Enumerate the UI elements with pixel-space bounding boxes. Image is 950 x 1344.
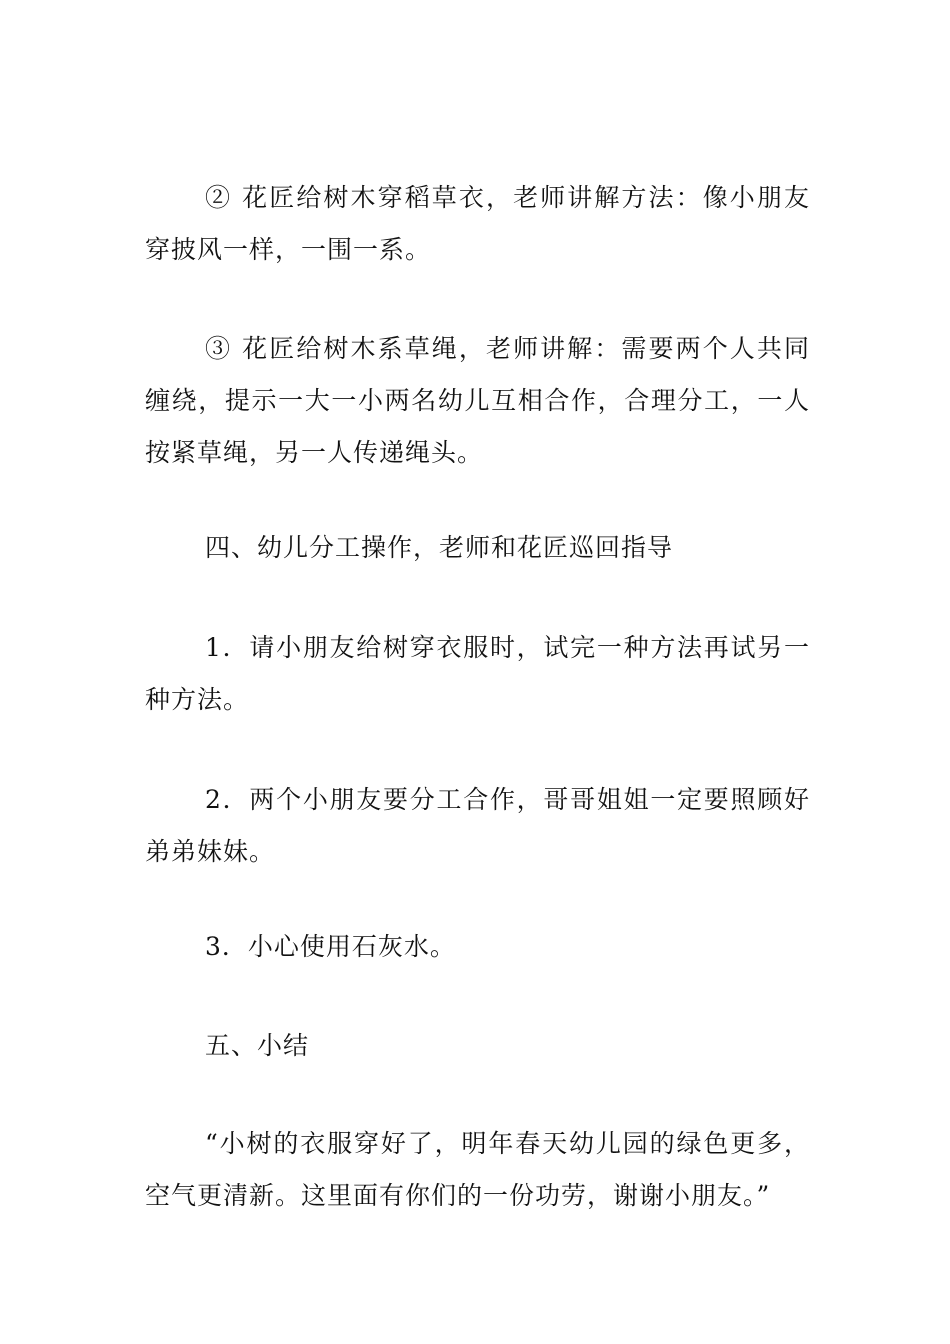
paragraph-step-2: ② 花匠给树木穿稻草衣，老师讲解方法：像小朋友穿披风一样，一围一系。 — [145, 183, 810, 264]
section-heading-5: 五、小结 — [205, 1031, 310, 1060]
paragraph-item-2: 2．两个小朋友要分工合作，哥哥姐姐一定要照顾好弟弟妹妹。 — [145, 785, 810, 866]
paragraph-item-3: 3．小心使用石灰水。 — [205, 932, 456, 961]
section-heading-4: 四、幼儿分工操作，老师和花匠巡回指导 — [205, 533, 674, 562]
paragraph-step-3: ③ 花匠给树木系草绳，老师讲解：需要两个人共同缠绕，提示一大一小两名幼儿互相合作，合理分工，一人按紧草绳，另一人传递绳头。 — [145, 334, 810, 467]
paragraph-item-1: 1．请小朋友给树穿衣服时，试完一种方法再试另一种方法。 — [145, 633, 810, 714]
paragraph-summary: “小树的衣服穿好了，明年春天幼儿园的绿色更多，空气更清新。这里面有你们的一份功劳，谢谢小朋友。” — [145, 1129, 810, 1210]
